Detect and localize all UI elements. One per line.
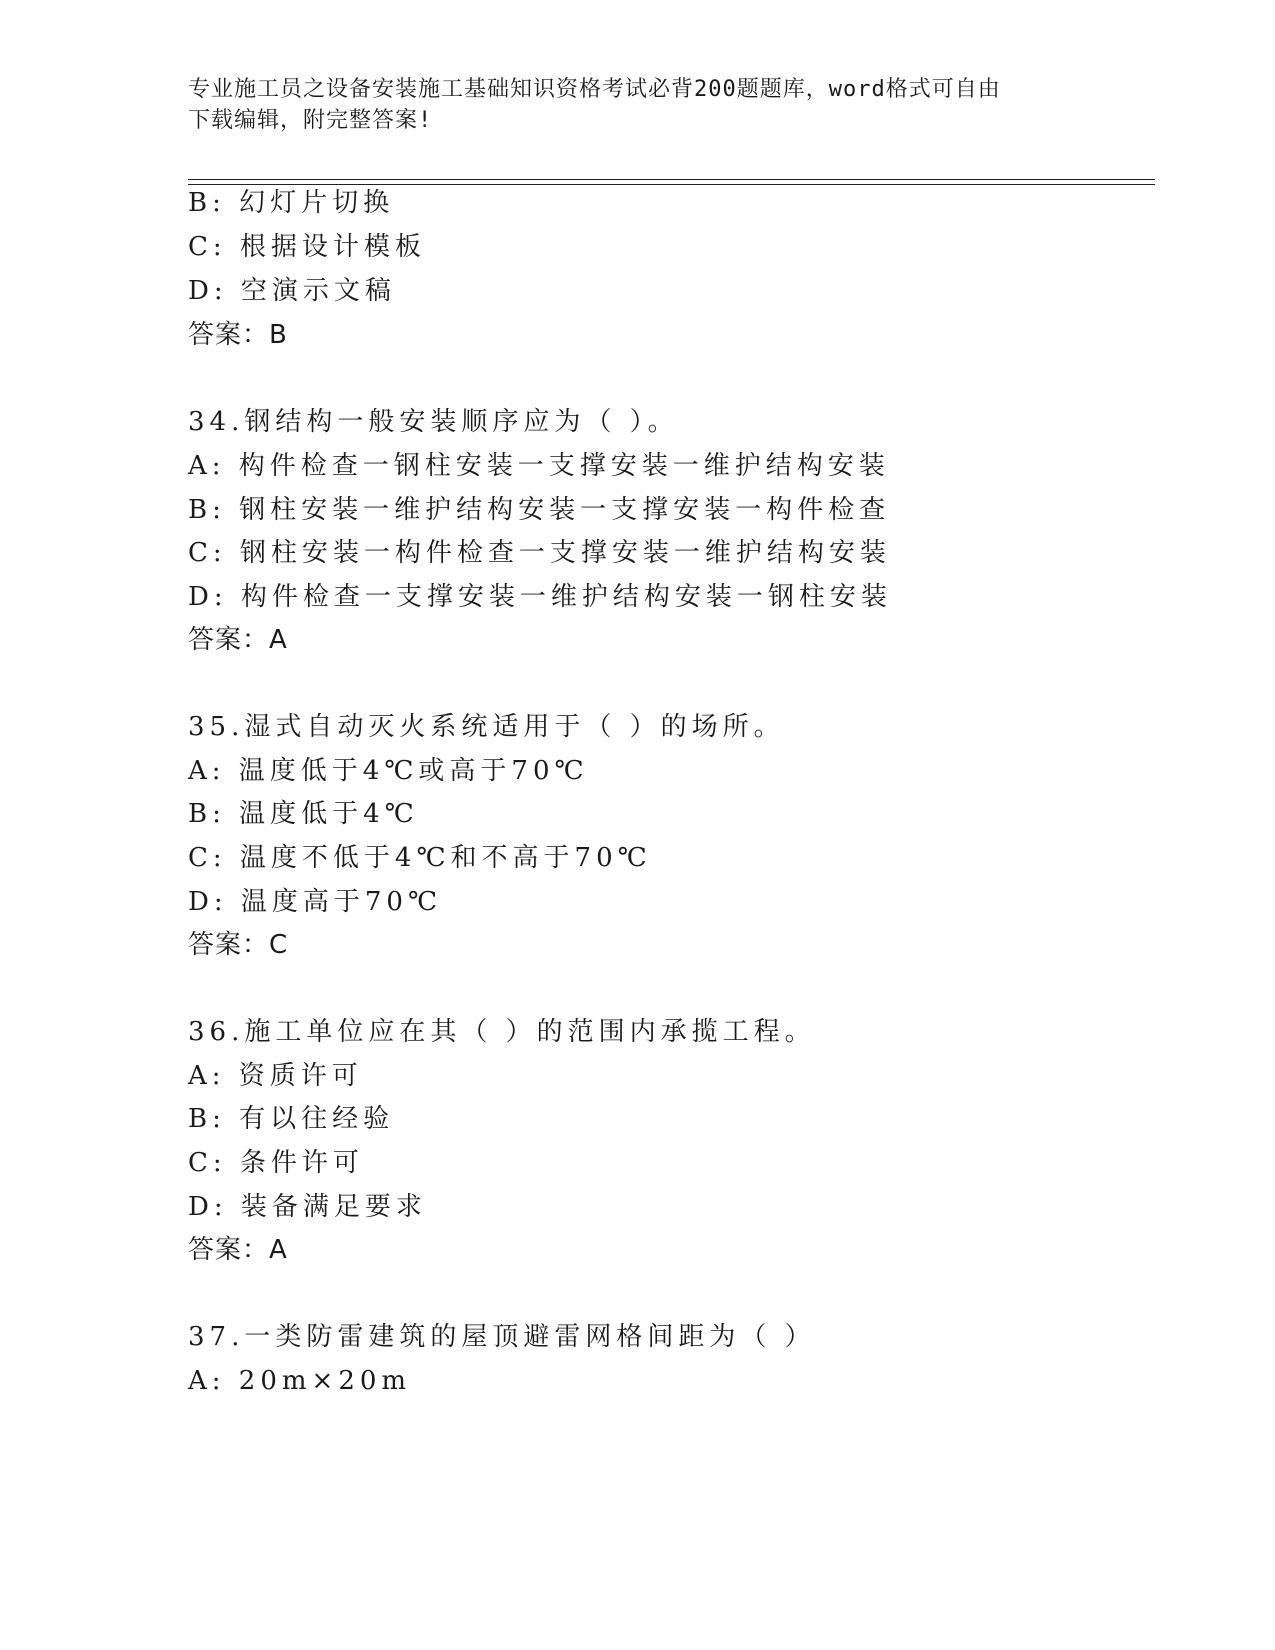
q36-option-b: B: 有以往经验 [188,1104,395,1134]
q35-option-a: A: 温度低于4℃或高于70℃ [188,756,589,786]
header-divider-bottom [188,184,1155,185]
q34-answer: 答案：A [188,625,288,655]
document-header [188,74,1068,136]
header-divider-top [188,179,1155,180]
q33-option-d: D: 空演示文稿 [188,276,396,306]
q36-option-c: C: 条件许可 [188,1148,364,1178]
header-line-2: 下载编辑，附完整答案! [188,108,433,133]
q33-answer: 答案：B [188,320,288,350]
q34-stem: 34.钢结构一般安装顺序应为（ ）。 [188,407,679,437]
q34-option-d: D: 构件检查一支撑安装一维护结构安装一钢柱安装 [188,582,892,612]
q35-option-d: D: 温度高于70℃ [188,887,443,917]
q34-option-b: B: 钢柱安装一维护结构安装一支撑安装一构件检查 [188,495,891,525]
q35-option-c: C: 温度不低于4℃和不高于70℃ [188,843,652,873]
header-line-1: 专业施工员之设备安装施工基础知识资格考试必背200题题库，word格式可自由 [188,77,1001,102]
q36-option-d: D: 装备满足要求 [188,1192,427,1222]
q36-option-a: A: 资质许可 [188,1061,363,1091]
q34-option-a: A: 构件检查一钢柱安装一支撑安装一维护结构安装 [188,451,890,481]
q36-stem: 36.施工单位应在其（ ）的范围内承揽工程。 [188,1017,816,1047]
q34-option-c: C: 钢柱安装一构件检查一支撑安装一维护结构安装 [188,538,891,568]
q37-option-a: A: 20m×20m [188,1366,412,1396]
q33-option-b: B: 幻灯片切换 [188,188,395,218]
q35-option-b: B: 温度低于4℃ [188,799,419,829]
q37-stem: 37.一类防雷建筑的屋顶避雷网格间距为（ ） [188,1322,816,1352]
q35-answer: 答案：C [188,930,289,960]
q35-stem: 35.湿式自动灭火系统适用于（ ）的场所。 [188,712,785,742]
q36-answer: 答案：A [188,1235,288,1265]
q33-option-c: C: 根据设计模板 [188,232,426,262]
